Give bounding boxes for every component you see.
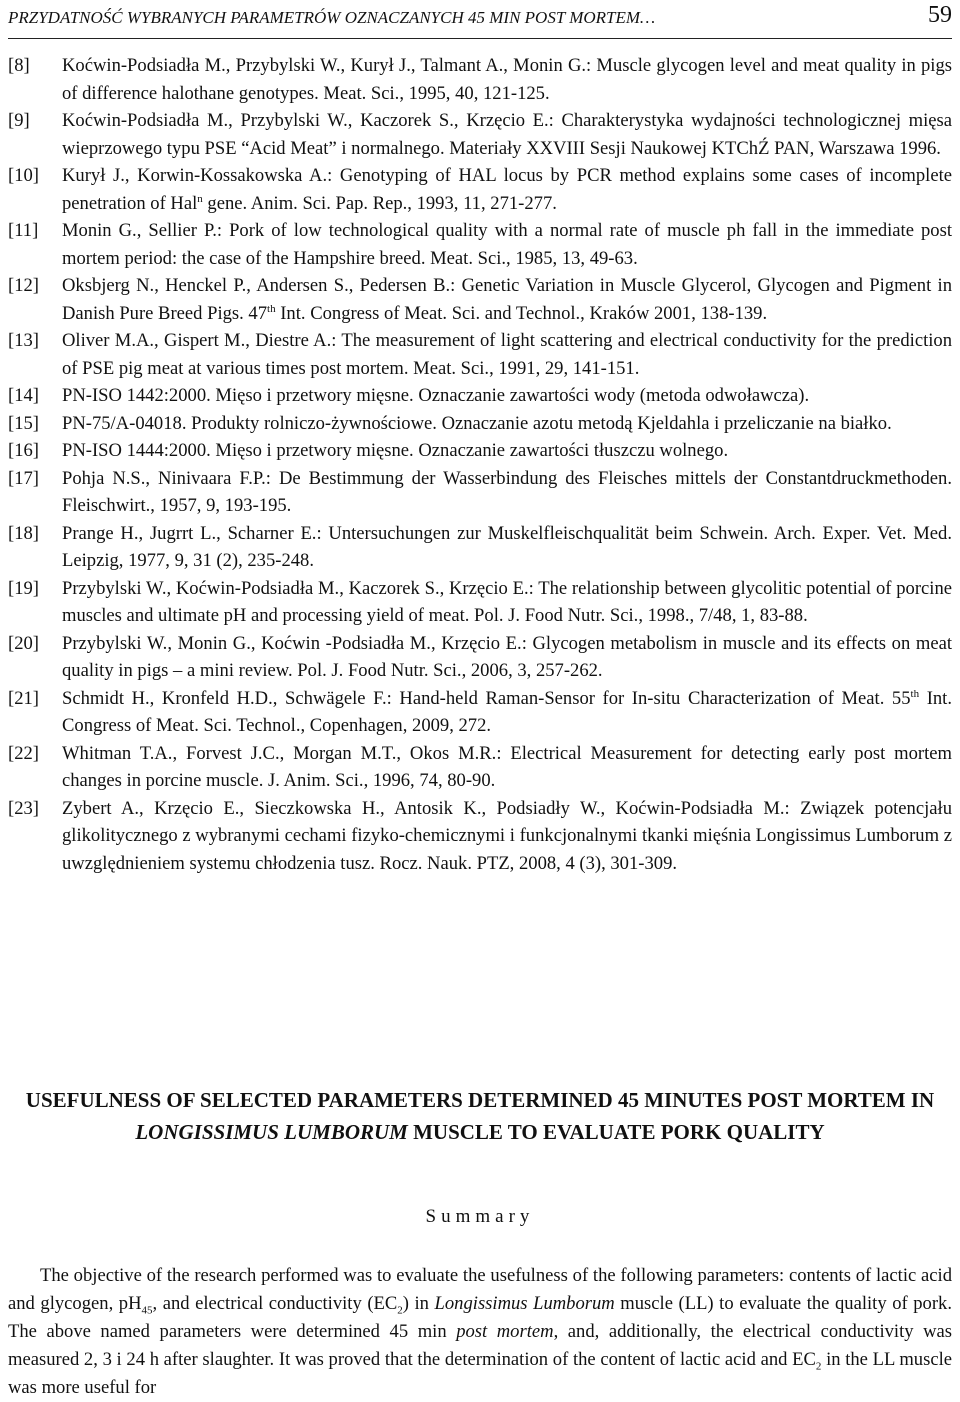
reference-text: gene. Anim. Sci. Pap. Rep., 1993, 11, 271-277. bbox=[202, 192, 557, 214]
summary-heading: Summary bbox=[425, 1206, 535, 1227]
summary-text: muscle (LL) to evaluate the quality of pork. The above named parameters were determined 45 min bbox=[8, 1293, 952, 1342]
reference-item bbox=[8, 465, 952, 520]
reference-text: Zybert A., Krzęcio E., Sieczkowska H., Antosik K., Podsiadły W., Koćwin-Podsiadła M.: Związek potencjału glikolitycznego z wybranymi cechami fizyko-chemicznymi i funkcjonalnymi tkanki mięśnia Longissimus Lumborum z uwzględnieniem systemu chłodzenia tusz. Rocz. Nauk. PTZ, 2008, 4 (3), 301-309. bbox=[62, 797, 952, 874]
summary-italic: post mortem bbox=[456, 1321, 554, 1342]
reference-number: [21] bbox=[8, 687, 39, 709]
summary-text: The objective of the research performed was to evaluate the usefulness of the following parameters: contents of lactic acid and glycogen, pH bbox=[8, 1265, 952, 1314]
summary-italic: Longissimus Lumborum bbox=[434, 1293, 615, 1314]
superscript: th bbox=[910, 687, 920, 700]
reference-item bbox=[8, 52, 952, 107]
reference-item bbox=[8, 162, 952, 217]
reference-item bbox=[8, 795, 952, 878]
reference-text: Oksbjerg N., Henckel P., Andersen S., Pedersen B.: Genetic Variation in Muscle Glycerol, Glycogen and Pigment in Danish Pure Breed Pigs. 47 bbox=[62, 275, 952, 324]
subscript: 2 bbox=[815, 1360, 822, 1373]
reference-text: Przybylski W., Monin G., Koćwin -Podsiadła M., Krzęcio E.: Glycogen metabolism in muscle and its effects on meat quality in pigs – a mini review. Pol. J. Food Nutr. Sci., 2006, 3, 257-262. bbox=[62, 632, 952, 681]
reference-item bbox=[8, 630, 952, 685]
reference-item bbox=[8, 520, 952, 575]
reference-text: Kurył J., Korwin-Kossakowska A.: Genotyping of HAL locus by PCR method explains some cases of incomplete penetration of Hal bbox=[62, 165, 952, 214]
summary-paragraph bbox=[8, 1262, 952, 1402]
title-italic-part: LONGISSIMUS LUMBORUM bbox=[135, 1120, 408, 1144]
reference-number: [19] bbox=[8, 577, 39, 599]
reference-text: Oliver M.A., Gispert M., Diestre A.: The measurement of light scattering and electrical conductivity for the prediction of PSE pig meat at various times post mortem. Meat. Sci., 1991, 29, 141-151. bbox=[62, 330, 952, 379]
english-title bbox=[8, 1084, 952, 1148]
reference-text: PN-75/A-04018. Produkty rolniczo-żywnościowe. Oznaczanie azotu metodą Kjeldahla i przeliczanie na białko. bbox=[62, 412, 892, 434]
title-part: USEFULNESS OF SELECTED PARAMETERS DETERMINED 45 MINUTES POST MORTEM IN bbox=[25, 1088, 935, 1112]
reference-text: Schmidt H., Kronfeld H.D., Schwägele F.: Hand-held Raman-Sensor for In-situ Characterization of Meat. 55 bbox=[62, 687, 911, 709]
reference-text: Pohja N.S., Ninivaara F.P.: De Bestimmung der Wasserbindung des Fleisches mittels der Constantdruckmethoden. Fleischwirt., 1957, 9, 193-195. bbox=[62, 467, 952, 516]
subscript: 45 bbox=[141, 1304, 153, 1317]
superscript: th bbox=[267, 302, 276, 315]
reference-number: [11] bbox=[8, 220, 39, 241]
reference-number: [18] bbox=[8, 522, 39, 544]
reference-text: PN-ISO 1444:2000. Mięso i przetwory mięsne. Oznaczanie zawartości tłuszczu wolnego. bbox=[62, 440, 729, 461]
reference-text: Koćwin-Podsiadła M., Przybylski W., Kaczorek S., Krzęcio E.: Charakterystyka wydajności technologicznej mięsa wieprzowego typu PSE “Acid Meat” i normalnego. Materiały XXVIII Sesji Naukowej KTChŹ PAN, Warszawa 1996. bbox=[62, 110, 952, 159]
reference-item bbox=[8, 740, 952, 795]
reference-text: PN-ISO 1442:2000. Mięso i przetwory mięsne. Oznaczanie zawartości wody (metoda odwoławcza). bbox=[62, 385, 810, 406]
reference-number: [16] bbox=[8, 440, 39, 461]
reference-number: [14] bbox=[8, 385, 39, 406]
title-part: MUSCLE TO EVALUATE PORK QUALITY bbox=[407, 1120, 825, 1144]
reference-number: [8] bbox=[8, 55, 30, 76]
summary-text: in the LL muscle was more useful for bbox=[8, 1349, 953, 1398]
reference-item bbox=[8, 382, 952, 410]
running-head-title: PRZYDATNOŚĆ WYBRANYCH PARAMETRÓW OZNACZANYCH 45 MIN POST MORTEM… bbox=[8, 8, 656, 27]
running-head bbox=[8, 2, 952, 39]
reference-item bbox=[8, 217, 952, 272]
reference-item bbox=[8, 575, 952, 630]
reference-item bbox=[8, 685, 952, 740]
page-number: 59 bbox=[928, 2, 952, 28]
reference-text: Przybylski W., Koćwin-Podsiadła M., Kaczorek S., Krzęcio E.: The relationship between glycolitic potential of porcine muscles and ultimate pH and processing yield of meat. Pol. J. Food Nutr. Sci., 1998., 7/48, 1, 83-88. bbox=[62, 577, 952, 626]
reference-item bbox=[8, 107, 952, 162]
reference-number: [23] bbox=[8, 797, 39, 819]
reference-number: [10] bbox=[8, 165, 39, 186]
reference-number: [15] bbox=[8, 412, 39, 434]
reference-text: Monin G., Sellier P.: Pork of low technological quality with a normal rate of muscle ph fall in the immediate post mortem period: the case of the Hampshire breed. Meat. Sci., 1985, 13, 49-63. bbox=[62, 220, 952, 269]
reference-item bbox=[8, 410, 952, 438]
reference-number: [20] bbox=[8, 632, 39, 654]
summary-text: , and electrical conductivity (EC bbox=[152, 1293, 398, 1314]
superscript: n bbox=[197, 192, 203, 205]
subscript: 2 bbox=[397, 1304, 403, 1317]
reference-text: Koćwin-Podsiadła M., Przybylski W., Kurył J., Talmant A., Monin G.: Muscle glycogen level and meat quality in pigs of difference halothane genotypes. Meat. Sci., 1995, 40, 121-125. bbox=[62, 55, 952, 104]
reference-number: [9] bbox=[8, 110, 30, 131]
reference-text: Int. Congress of Meat. Sci. and Technol., Kraków 2001, 138-139. bbox=[275, 302, 768, 324]
reference-number: [12] bbox=[8, 275, 39, 296]
reference-text: Prange H., Jugrrt L., Scharner E.: Untersuchungen zur Muskelfleischqualität beim Schwein. Arch. Exper. Vet. Med. Leipzig, 1977, 9, 31 (2), 235-248. bbox=[62, 522, 952, 571]
reference-text: Int. Congress of Meat. Sci. Technol., Copenhagen, 2009, 272. bbox=[62, 687, 952, 736]
summary-text: ) in bbox=[402, 1293, 435, 1314]
reference-item bbox=[8, 327, 952, 382]
reference-number: [17] bbox=[8, 467, 39, 489]
reference-item bbox=[8, 272, 952, 327]
reference-item bbox=[8, 437, 952, 465]
reference-number: [22] bbox=[8, 742, 39, 764]
reference-text: Whitman T.A., Forvest J.C., Morgan M.T., Okos M.R.: Electrical Measurement for detecting early post mortem changes in porcine muscle. J. Anim. Sci., 1996, 74, 80-90. bbox=[62, 742, 952, 791]
reference-list bbox=[8, 52, 952, 877]
reference-number: [13] bbox=[8, 330, 39, 351]
summary-text: , and, additionally, the electrical conductivity was measured 2, 3 i 24 h after slaughter. It was proved that the determination of the content of lactic acid and EC bbox=[8, 1321, 953, 1370]
